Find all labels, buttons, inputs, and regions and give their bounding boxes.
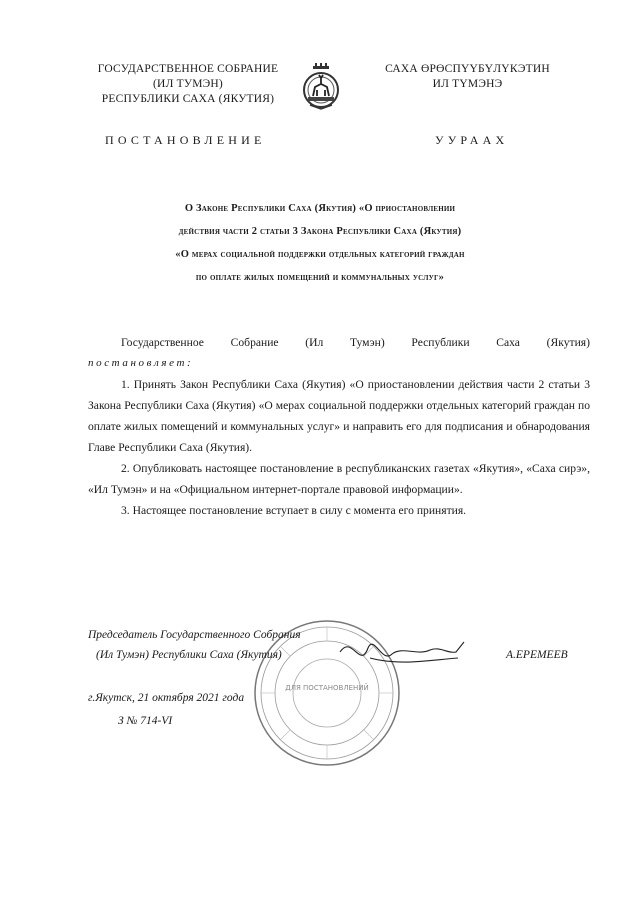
intro-paragraph: Государственное Собрание (Ил Тумэн) Республики Саха (Якутия) (121, 336, 590, 349)
document-number: З № 714-VI (118, 715, 173, 727)
signer-name: А.ЕРЕМЕЕВ (506, 649, 568, 661)
issuer-ru-line1: ГОСУДАРСТВЕННОЕ СОБРАНИЕ (97, 63, 279, 75)
issuer-ru (82, 62, 294, 107)
handwritten-signature (330, 630, 480, 675)
issuer-sah-line1: САХА ӨРӨСПҮҮБҮЛҮКЭТИН (385, 63, 550, 75)
place-date: г.Якутск, 21 октября 2021 года (88, 692, 245, 704)
item-2: 2. Опубликовать настоящее постановление в республиканских газетах «Якутия», «Саха сирэ», «Ил Тумэн» и на «Официальном интернет-портале правовой информации». (88, 462, 590, 496)
issuer-sah-line2: ИЛ ТҮМЭНЭ (432, 78, 503, 90)
item-1: 1. Принять Закон Республики Саха (Якутия) «О приостановлении действия части 2 статьи 3 Закона Республики Саха (Якутия) «О мерах социальной поддержки отдельных категорий граждан по оплате жилых помещений и коммунальных услуг» и направить его для подписания и обнародования Главе Республики Саха (Якутия). (88, 378, 590, 454)
title-line4: по оплате жилых помещений и коммунальных услуг» (195, 272, 445, 283)
title-line2: действия части 2 статьи 3 Закона Республики Саха (Якутия) (178, 226, 462, 237)
document-body (88, 332, 590, 521)
signer-position-line2: (Ил Тумэн) Республики Саха (Якутия) (96, 649, 282, 661)
doc-type-sah: УУРААХ (435, 133, 509, 147)
signer-position (88, 625, 301, 665)
doc-type-ru: ПОСТАНОВЛЕНИЕ (105, 133, 266, 147)
coat-of-arms-icon (302, 63, 340, 111)
item-3: 3. Настоящее постановление вступает в силу с момента его принятия. (121, 504, 467, 517)
issuer-sah (360, 62, 575, 92)
title-line1: О Законе Республики Саха (Якутия) «О приостановлении (184, 203, 456, 214)
seal-text: ДЛЯ ПОСТАНОВЛЕНИЙ (285, 684, 369, 692)
decree-word: постановляет: (88, 357, 194, 369)
issuer-ru-line3: РЕСПУБЛИКИ САХА (ЯКУТИЯ) (101, 93, 275, 105)
document-title (80, 197, 560, 289)
title-line3: «О мерах социальной поддержки отдельных категорий граждан (175, 249, 465, 260)
signer-position-line1: Председатель Государственного Собрания (88, 629, 301, 641)
issuer-ru-line2: (ИЛ ТУМЭН) (153, 78, 223, 90)
